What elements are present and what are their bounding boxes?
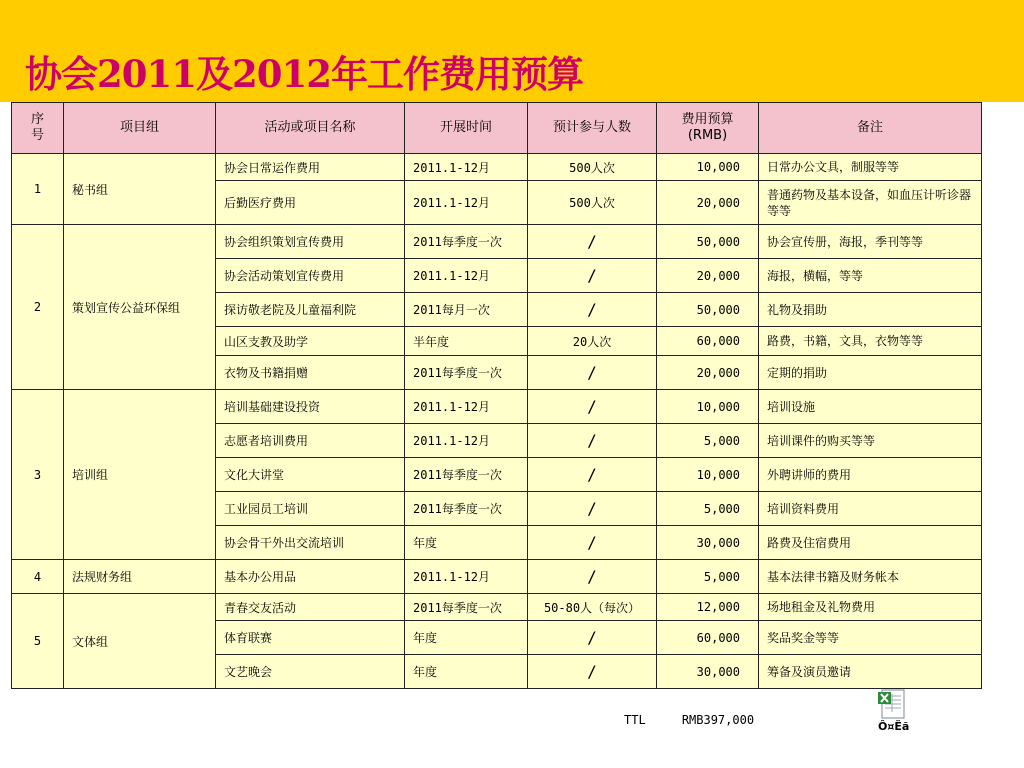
- budget-cell: 50,000: [657, 225, 759, 259]
- group-name-cell: 文体组: [64, 594, 216, 689]
- table-row: [12, 154, 982, 181]
- remarks-cell: 协会宣传册，海报，季刊等等: [759, 225, 982, 259]
- remarks-cell: 基本法律书籍及财务帐本: [759, 560, 982, 594]
- page-title: 协会2011及2012年工作费用预算: [25, 52, 583, 96]
- budget-cell: 20,000: [657, 181, 759, 225]
- participants-cell: /: [528, 390, 657, 424]
- time-cell: 2011.1-12月: [405, 560, 528, 594]
- activity-cell: 工业园员工培训: [216, 492, 405, 526]
- remarks-cell: 奖品奖金等等: [759, 621, 982, 655]
- remarks-cell: 礼物及捐助: [759, 293, 982, 327]
- participants-cell: /: [528, 655, 657, 689]
- group-number-cell: 2: [12, 225, 64, 390]
- budget-cell: 12,000: [657, 594, 759, 621]
- activity-cell: 培训基础建设投资: [216, 390, 405, 424]
- participants-cell: /: [528, 621, 657, 655]
- budget-table: [11, 102, 982, 689]
- group-number-cell: 5: [12, 594, 64, 689]
- budget-cell: 30,000: [657, 655, 759, 689]
- time-cell: 年度: [405, 621, 528, 655]
- budget-cell: 20,000: [657, 356, 759, 390]
- time-cell: 2011.1-12月: [405, 259, 528, 293]
- activity-cell: 文化大讲堂: [216, 458, 405, 492]
- time-cell: 2011.1-12月: [405, 154, 528, 181]
- budget-cell: 10,000: [657, 390, 759, 424]
- activity-cell: 协会日常运作费用: [216, 154, 405, 181]
- remarks-cell: 培训课件的购买等等: [759, 424, 982, 458]
- time-cell: 2011每季度一次: [405, 492, 528, 526]
- budget-cell: 50,000: [657, 293, 759, 327]
- participants-cell: /: [528, 492, 657, 526]
- time-cell: 2011每季度一次: [405, 458, 528, 492]
- group-number-cell: 4: [12, 560, 64, 594]
- header-seq: 序 号: [12, 103, 64, 154]
- budget-table-body: [12, 154, 982, 689]
- table-header-row: [12, 103, 982, 154]
- budget-cell: 5,000: [657, 492, 759, 526]
- budget-cell: 60,000: [657, 621, 759, 655]
- participants-cell: /: [528, 424, 657, 458]
- total-amount: TTL RMB397,000: [624, 713, 755, 727]
- budget-cell: 10,000: [657, 458, 759, 492]
- remarks-cell: 海报，横幅，等等: [759, 259, 982, 293]
- group-name-cell: 策划宣传公益环保组: [64, 225, 216, 390]
- participants-cell: 500人次: [528, 154, 657, 181]
- header-activity: 活动或项目名称: [216, 103, 405, 154]
- activity-cell: 探访敬老院及儿童福利院: [216, 293, 405, 327]
- time-cell: 2011每季度一次: [405, 225, 528, 259]
- remarks-cell: 培训资料费用: [759, 492, 982, 526]
- time-cell: 2011每季度一次: [405, 594, 528, 621]
- group-name-cell: 法规财务组: [64, 560, 216, 594]
- activity-cell: 基本办公用品: [216, 560, 405, 594]
- activity-cell: 体育联赛: [216, 621, 405, 655]
- remarks-cell: 培训设施: [759, 390, 982, 424]
- remarks-cell: 日常办公文具，制服等等: [759, 154, 982, 181]
- participants-cell: /: [528, 293, 657, 327]
- remarks-cell: 路费，书籍，文具，衣物等等: [759, 327, 982, 356]
- participants-cell: /: [528, 458, 657, 492]
- participants-cell: 20人次: [528, 327, 657, 356]
- time-cell: 2011.1-12月: [405, 424, 528, 458]
- participants-cell: /: [528, 259, 657, 293]
- participants-cell: /: [528, 526, 657, 560]
- activity-cell: 衣物及书籍捐赠: [216, 356, 405, 390]
- remarks-cell: 筹备及演员邀请: [759, 655, 982, 689]
- header-budget: 费用预算 (RMB): [657, 103, 759, 154]
- remarks-cell: 场地租金及礼物费用: [759, 594, 982, 621]
- activity-cell: 文艺晚会: [216, 655, 405, 689]
- budget-cell: 30,000: [657, 526, 759, 560]
- budget-cell: 10,000: [657, 154, 759, 181]
- participants-cell: 500人次: [528, 181, 657, 225]
- header-time: 开展时间: [405, 103, 528, 154]
- group-name-cell: 培训组: [64, 390, 216, 560]
- group-number-cell: 3: [12, 390, 64, 560]
- remarks-cell: 路费及住宿费用: [759, 526, 982, 560]
- budget-cell: 5,000: [657, 424, 759, 458]
- header-remarks: 备注: [759, 103, 982, 154]
- activity-cell: 协会骨干外出交流培训: [216, 526, 405, 560]
- activity-cell: 后勤医疗费用: [216, 181, 405, 225]
- header-group: 项目组: [64, 103, 216, 154]
- group-name-cell: 秘书组: [64, 154, 216, 225]
- table-row: [12, 225, 982, 259]
- table-row: [12, 594, 982, 621]
- table-row: [12, 560, 982, 594]
- budget-cell: 60,000: [657, 327, 759, 356]
- attachment-label: Ô¤Ëã: [878, 720, 910, 733]
- activity-cell: 青春交友活动: [216, 594, 405, 621]
- participants-cell: /: [528, 560, 657, 594]
- remarks-cell: 外聘讲师的费用: [759, 458, 982, 492]
- time-cell: 2011每季度一次: [405, 356, 528, 390]
- budget-cell: 20,000: [657, 259, 759, 293]
- time-cell: 半年度: [405, 327, 528, 356]
- time-cell: 年度: [405, 526, 528, 560]
- participants-cell: 50-80人（每次）: [528, 594, 657, 621]
- participants-cell: /: [528, 225, 657, 259]
- activity-cell: 协会活动策划宣传费用: [216, 259, 405, 293]
- time-cell: 2011.1-12月: [405, 181, 528, 225]
- activity-cell: 协会组织策划宣传费用: [216, 225, 405, 259]
- activity-cell: 志愿者培训费用: [216, 424, 405, 458]
- time-cell: 2011.1-12月: [405, 390, 528, 424]
- participants-cell: /: [528, 356, 657, 390]
- table-row: [12, 390, 982, 424]
- remarks-cell: 普通药物及基本设备，如血压计听诊器等等: [759, 181, 982, 225]
- group-number-cell: 1: [12, 154, 64, 225]
- header-participants: 预计参与人数: [528, 103, 657, 154]
- remarks-cell: 定期的捐助: [759, 356, 982, 390]
- time-cell: 2011每月一次: [405, 293, 528, 327]
- activity-cell: 山区支教及助学: [216, 327, 405, 356]
- budget-cell: 5,000: [657, 560, 759, 594]
- time-cell: 年度: [405, 655, 528, 689]
